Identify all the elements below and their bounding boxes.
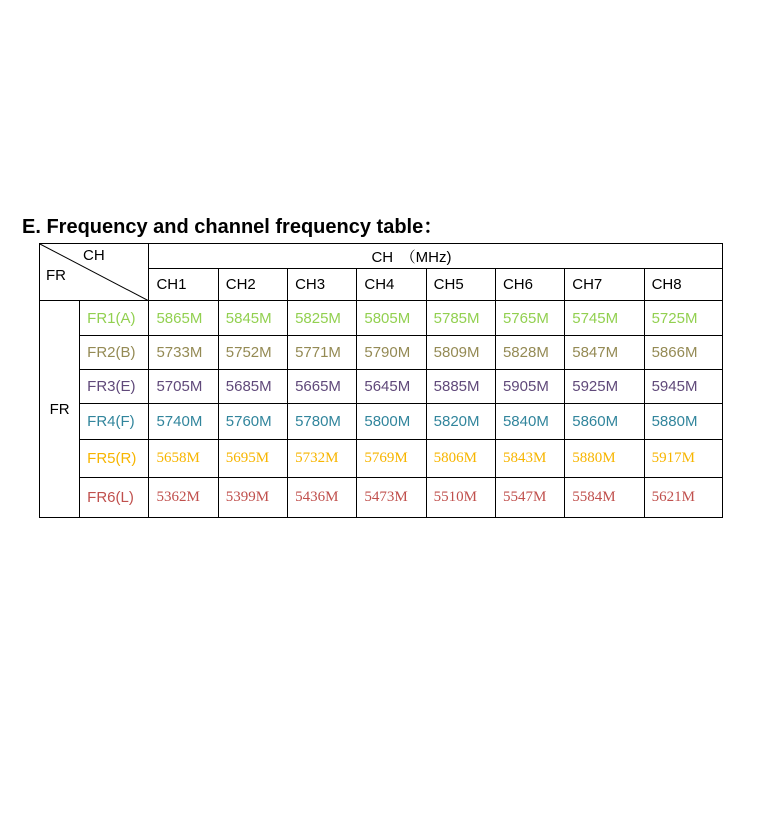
channel-header-8: CH8: [644, 269, 722, 301]
frequency-cell: 5945M: [644, 370, 722, 404]
table-row: [40, 440, 723, 478]
frequency-cell: 5866M: [644, 336, 722, 370]
band-name: FR3(E): [80, 370, 149, 404]
table-row: [40, 404, 723, 440]
frequency-cell: 5840M: [495, 404, 564, 440]
frequency-cell: 5925M: [565, 370, 644, 404]
frequency-cell: 5843M: [495, 440, 564, 478]
channel-header-3: CH3: [288, 269, 357, 301]
frequency-cell: 5740M: [149, 404, 218, 440]
frequency-cell: 5473M: [357, 478, 426, 518]
band-name: FR1(A): [80, 301, 149, 336]
frequency-cell: 5399M: [218, 478, 287, 518]
frequency-cell: 5820M: [426, 404, 495, 440]
frequency-cell: 5705M: [149, 370, 218, 404]
channel-span-header: CH （MHz): [149, 244, 723, 269]
frequency-cell: 5805M: [357, 301, 426, 336]
frequency-cell: 5771M: [288, 336, 357, 370]
frequency-cell: 5860M: [565, 404, 644, 440]
frequency-cell: 5695M: [218, 440, 287, 478]
frequency-cell: 5547M: [495, 478, 564, 518]
frequency-cell: 5806M: [426, 440, 495, 478]
table-row: [40, 370, 723, 404]
channel-header-5: CH5: [426, 269, 495, 301]
frequency-cell: 5362M: [149, 478, 218, 518]
channel-header-6: CH6: [495, 269, 564, 301]
band-name: FR6(L): [80, 478, 149, 518]
channel-header-1: CH1: [149, 269, 218, 301]
frequency-cell: 5621M: [644, 478, 722, 518]
channel-header-4: CH4: [357, 269, 426, 301]
frequency-cell: 5752M: [218, 336, 287, 370]
frequency-cell: 5733M: [149, 336, 218, 370]
frequency-cell: 5760M: [218, 404, 287, 440]
frequency-cell: 5769M: [357, 440, 426, 478]
band-name: FR4(F): [80, 404, 149, 440]
frequency-cell: 5685M: [218, 370, 287, 404]
corner-ch-label: CH: [83, 247, 105, 264]
frequency-cell: 5658M: [149, 440, 218, 478]
frequency-cell: 5825M: [288, 301, 357, 336]
frequency-cell: 5436M: [288, 478, 357, 518]
frequency-cell: 5510M: [426, 478, 495, 518]
channel-header-7: CH7: [565, 269, 644, 301]
frequency-cell: 5785M: [426, 301, 495, 336]
frequency-cell: 5880M: [644, 404, 722, 440]
band-name: FR5(R): [80, 440, 149, 478]
band-name: FR2(B): [80, 336, 149, 370]
channel-header-2: CH2: [218, 269, 287, 301]
frequency-cell: 5790M: [357, 336, 426, 370]
frequency-cell: 5885M: [426, 370, 495, 404]
corner-header-cell: [40, 244, 149, 301]
frequency-cell: 5809M: [426, 336, 495, 370]
frequency-cell: 5665M: [288, 370, 357, 404]
frequency-cell: 5584M: [565, 478, 644, 518]
frequency-cell: 5745M: [565, 301, 644, 336]
frequency-cell: 5765M: [495, 301, 564, 336]
table-row: [40, 336, 723, 370]
frequency-cell: 5780M: [288, 404, 357, 440]
page-title: E. Frequency and channel frequency table：: [22, 216, 444, 238]
fr-group-label: FR: [40, 301, 80, 518]
frequency-cell: 5865M: [149, 301, 218, 336]
frequency-cell: 5880M: [565, 440, 644, 478]
frequency-cell: 5845M: [218, 301, 287, 336]
frequency-cell: 5725M: [644, 301, 722, 336]
corner-fr-label: FR: [46, 267, 66, 284]
frequency-cell: 5905M: [495, 370, 564, 404]
frequency-cell: 5732M: [288, 440, 357, 478]
frequency-cell: 5828M: [495, 336, 564, 370]
frequency-cell: 5847M: [565, 336, 644, 370]
frequency-cell: 5645M: [357, 370, 426, 404]
table-row: [40, 478, 723, 518]
frequency-table: [39, 243, 723, 518]
frequency-cell: 5800M: [357, 404, 426, 440]
table-row: [40, 301, 723, 336]
frequency-cell: 5917M: [644, 440, 722, 478]
